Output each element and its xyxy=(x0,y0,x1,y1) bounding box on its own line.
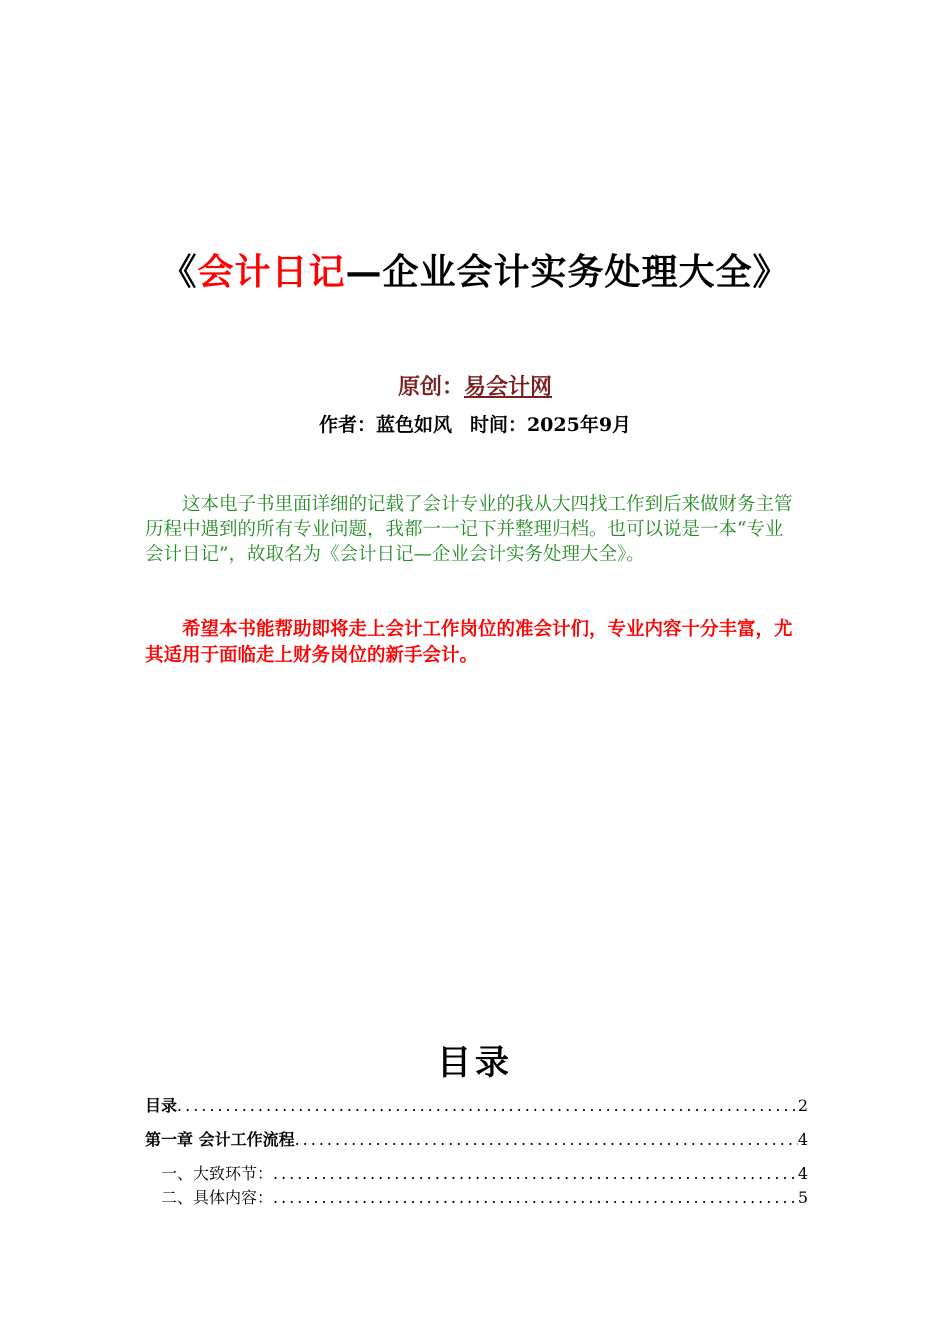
toc-leader-dots xyxy=(295,1128,798,1152)
time-text: 时间：2025年9月 xyxy=(469,414,632,436)
toc-entry-chapter-1[interactable] xyxy=(145,1128,808,1152)
toc-heading: 目录 xyxy=(437,1043,513,1083)
title-red-part: 会计日记 xyxy=(197,251,346,293)
title-rest: —企业会计实务处理大全 xyxy=(345,251,753,293)
toc-entry-label: 目录 xyxy=(145,1096,178,1115)
toc-entry-page: 4 xyxy=(797,1164,808,1183)
toc-leader-dots xyxy=(273,1162,798,1186)
toc-entry-label: 第一章 会计工作流程 xyxy=(145,1130,295,1149)
table-of-contents xyxy=(145,1094,808,1210)
toc-entry-section-1[interactable] xyxy=(145,1162,808,1186)
toc-entry-catalog[interactable] xyxy=(145,1094,808,1118)
origin-label: 原创： xyxy=(397,374,464,400)
toc-entry-page: 2 xyxy=(797,1096,808,1115)
intro-paragraph: 这本电子书里面详细的记载了会计专业的我从大四找工作到后来做财务主管历程中遇到的所有专业问题，我都一一记下并整理归档。也可以说是一本“专业会计日记”，故取名为《会计日记—企业会计实务处理大全》。 xyxy=(145,494,793,565)
toc-leader-dots xyxy=(177,1094,798,1118)
toc-entry-page: 4 xyxy=(797,1130,808,1149)
toc-entry-section-2[interactable] xyxy=(145,1186,808,1210)
toc-entry-label: 一、大致环节： xyxy=(161,1164,274,1183)
author-line xyxy=(0,410,950,437)
title-open-bracket: 《 xyxy=(160,251,198,293)
hope-paragraph: 希望本书能帮助即将走上会计工作岗位的准会计们，专业内容十分丰富，尤其适用于面临走上财务岗位的新手会计。 xyxy=(145,619,793,666)
toc-leader-dots xyxy=(273,1186,798,1210)
toc-entry-label: 二、具体内容： xyxy=(161,1188,274,1207)
author-text: 作者：蓝色如风 xyxy=(318,414,452,436)
toc-entry-page: 5 xyxy=(797,1188,808,1207)
origin-site-link[interactable]: 易会计网 xyxy=(464,374,553,400)
title-close-bracket: 》 xyxy=(752,251,790,293)
origin-line xyxy=(0,370,950,401)
book-title xyxy=(0,244,950,295)
